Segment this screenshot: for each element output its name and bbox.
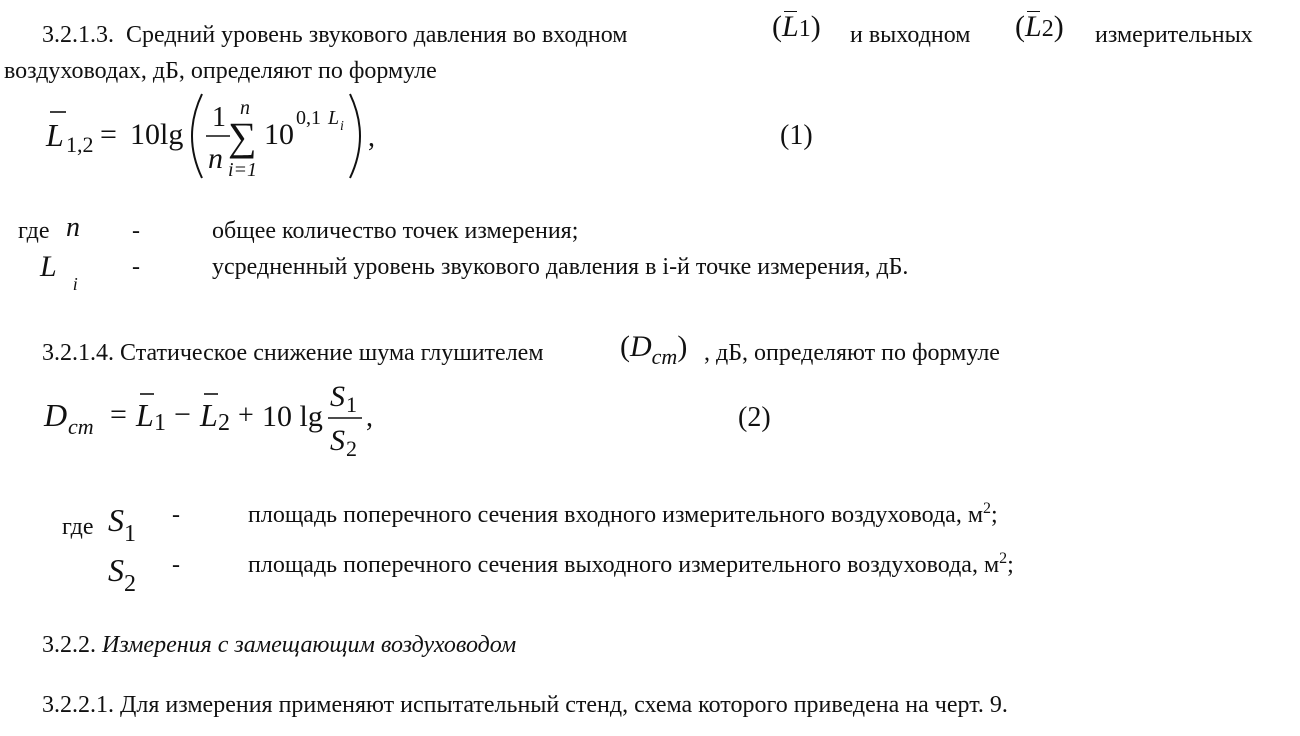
- symbol-d-cm: $(D_{cm})$: [620, 330, 688, 369]
- formula-number-2: (2): [738, 402, 771, 433]
- clause-number: 3.2.1.4.: [42, 340, 114, 366]
- formula-symbol: L: [46, 117, 64, 153]
- symbol-l1: L: [136, 397, 154, 433]
- equals-sign: =: [110, 398, 127, 431]
- symbol-l1-mean: (L1): [772, 10, 821, 43]
- symbol-l2-mean: (L2): [1015, 10, 1064, 43]
- where-word: где: [62, 514, 94, 540]
- denominator-sub: 2: [346, 436, 357, 461]
- exponent-coefficient: 0,1: [296, 107, 321, 129]
- left-paren: [192, 94, 202, 178]
- formula-1: [40, 88, 420, 188]
- dash: -: [172, 552, 180, 578]
- minus-sign: −: [174, 398, 191, 431]
- definition-li: усредненный уровень звукового давления в i-й точке измерения, дБ.: [212, 254, 909, 280]
- formula-number-1: (1): [780, 120, 813, 151]
- equals-sign: =: [100, 118, 117, 151]
- paragraph-3-2-1-3-line1: [42, 22, 627, 49]
- sum-lower-limit: i=1: [228, 159, 258, 181]
- clause-number: 3.2.2.: [42, 632, 96, 658]
- paragraph-text: и выходном: [850, 22, 971, 48]
- formula-comma: ,: [366, 402, 373, 433]
- exponent-symbol: L: [328, 107, 340, 129]
- definition-s2: площадь поперечного сечения выходного измерительного воздуховода, $м^2$;: [248, 550, 1014, 578]
- formula-coefficient: 10 lg: [262, 400, 323, 433]
- numerator-sub: 1: [346, 392, 357, 417]
- clause-number: 3.2.1.3.: [42, 22, 114, 48]
- definition-s1: площадь поперечного сечения входного измерительного воздуховода, $м^2$;: [248, 500, 998, 528]
- where-symbol-n: n: [66, 212, 80, 243]
- paragraph-3-2-2-1: [42, 692, 1008, 719]
- paragraph-text: Статическое снижение шума глушителем: [120, 340, 544, 366]
- power-base: 10: [264, 118, 294, 151]
- dash: -: [172, 502, 180, 528]
- symbol-l2: L: [200, 397, 218, 433]
- exponent-subscript: i: [340, 119, 344, 134]
- fraction-denominator: n: [208, 142, 223, 175]
- paragraph-text: Средний уровень звукового давления во входном: [126, 22, 628, 48]
- paragraph-text: измерительных: [1095, 22, 1253, 48]
- paragraph-text: Для измерения применяют испытательный стенд, схема которого приведена на черт. 9.: [120, 692, 1008, 718]
- where-symbol-li: $L_i$: [40, 250, 78, 294]
- formula-subscript: cm: [68, 414, 94, 439]
- dash: -: [132, 218, 140, 244]
- dash: -: [132, 254, 140, 280]
- clause-number: 3.2.2.1.: [42, 692, 114, 718]
- sum-sign: ∑: [228, 114, 257, 159]
- formula-coefficient: 10lg: [130, 118, 184, 151]
- paragraph-text: , дБ, определяют по формуле: [704, 340, 1000, 366]
- section-title: Измерения с замещающим воздуховодом: [102, 632, 517, 658]
- paragraph-3-2-1-4: [42, 340, 544, 367]
- section-3-2-2: [42, 632, 516, 659]
- subscript-1: 1: [154, 410, 166, 436]
- numerator-s: S: [330, 380, 345, 413]
- formula-symbol: D: [44, 397, 68, 433]
- right-paren: [350, 94, 360, 178]
- sum-upper-limit: n: [240, 97, 250, 119]
- formula-comma: ,: [368, 122, 375, 153]
- where-word: где: [18, 218, 50, 244]
- paragraph-3-2-1-3-line2: воздуховодах, дБ, определяют по формуле: [4, 58, 437, 84]
- where-symbol-s1: $S_1$: [108, 502, 136, 547]
- fraction-numerator: 1: [212, 102, 226, 133]
- plus-sign: +: [238, 400, 254, 431]
- formula-2: [40, 376, 400, 466]
- formula-subscript: 1,2: [66, 132, 94, 157]
- denominator-s: S: [330, 424, 345, 457]
- where-symbol-s2: $S_2$: [108, 552, 136, 597]
- subscript-2: 2: [218, 410, 230, 436]
- definition-n: общее количество точек измерения;: [212, 218, 579, 244]
